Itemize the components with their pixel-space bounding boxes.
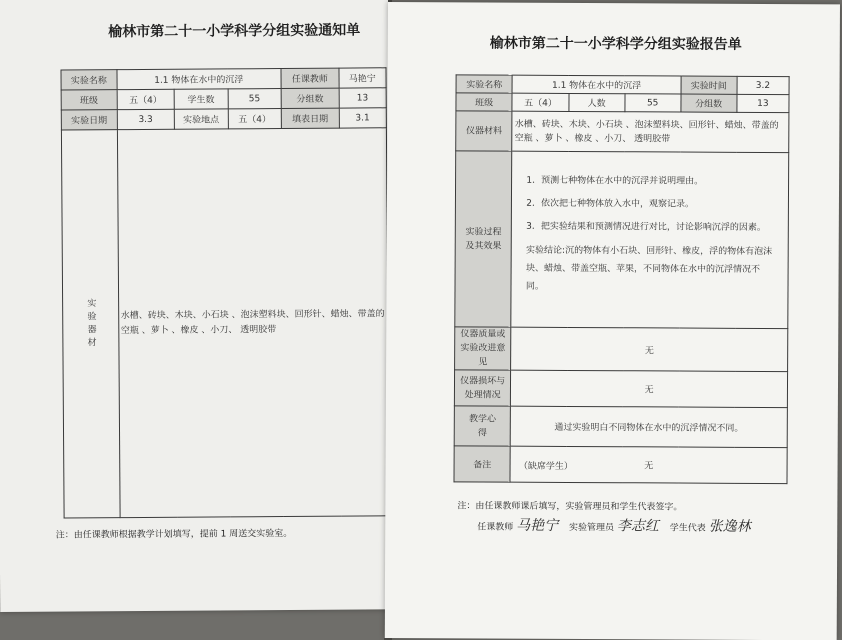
report-label-remarks: 备注 xyxy=(454,446,511,482)
student-signature: 张逸林 xyxy=(708,518,751,535)
student-signature-label: 学生代表 xyxy=(669,523,706,534)
report-value-groups: 13 xyxy=(737,94,789,112)
notice-label-students: 学生数 xyxy=(174,89,228,109)
report-label-name: 实验名称 xyxy=(456,75,512,93)
report-label-quality: 仪器质量或实验改进意见 xyxy=(455,327,512,370)
process-step-1: 1．预测七种物体在水中的沉浮并说明理由。 xyxy=(526,175,704,187)
report-remarks-cell xyxy=(510,446,787,483)
report-value-materials: 水槽、砖块、木块、小石块 、泡沫塑料块、回形针、蜡烛、带盖的空瓶 、萝卜 、橡皮 、小刀、 透明胶带 xyxy=(512,111,789,152)
notice-value-fill-date: 3.1 xyxy=(339,108,387,128)
report-label-groups: 分组数 xyxy=(681,94,737,112)
notice-label-fill-date: 填表日期 xyxy=(281,108,339,128)
notice-title: 榆林市第二十一小学科学分组实验通知单 xyxy=(108,22,361,41)
notice-label-grade: 班级 xyxy=(61,90,117,110)
notice-footnote: 注：由任课教师根据教学计划填写，提前 1 周送交实验室。 xyxy=(55,528,293,541)
report-label-people: 人数 xyxy=(569,93,625,111)
report-value-remarks: 无 xyxy=(644,461,654,472)
notice-label-teacher: 任课教师 xyxy=(281,68,339,88)
report-label-time: 实验时间 xyxy=(681,76,737,94)
report-value-time: 3.2 xyxy=(737,76,789,94)
notice-value-name: 1.1 物体在水中的沉浮 xyxy=(116,69,281,90)
report-value-name: 1.1 物体在水中的沉浮 xyxy=(512,75,680,94)
report-remarks-absent: （缺席学生） xyxy=(518,461,573,472)
report-label-grade: 班级 xyxy=(456,93,512,111)
report-label-materials: 仪器材料 xyxy=(456,111,513,151)
notice-value-place: 五（4） xyxy=(228,109,282,129)
report-label-teaching: 教学心得 xyxy=(454,406,511,446)
notice-sheet xyxy=(0,0,392,612)
process-step-3: 3．把实验结果和预测情况进行对比，讨论影响沉浮的因素。 xyxy=(526,221,766,233)
notice-value-grade: 五（4） xyxy=(117,89,175,109)
admin-signature-label: 实验管理员 xyxy=(568,522,615,534)
report-label-process: 实验过程及其效果 xyxy=(455,151,512,327)
report-label-damage: 仪器损坏与处理情况 xyxy=(454,370,511,406)
signature-row xyxy=(477,514,751,535)
teacher-signature: 马艳宁 xyxy=(516,517,559,534)
process-step-2: 2．依次把七种物体放入水中，观察记录。 xyxy=(526,198,695,210)
notice-label-name: 实验名称 xyxy=(61,70,117,90)
notice-table xyxy=(60,67,389,518)
report-value-people: 55 xyxy=(625,94,681,112)
notice-value-equipment: 水槽、砖块、木块、小石块 、泡沫塑料块、回形针、蜡烛、带盖的空瓶 、萝卜 、橡皮 、小刀、 透明胶带 xyxy=(117,128,389,518)
notice-value-groups: 13 xyxy=(339,88,387,108)
notice-label-place: 实验地点 xyxy=(174,109,228,129)
notice-value-teacher: 马艳宁 xyxy=(338,68,386,88)
report-value-quality: 无 xyxy=(511,327,788,371)
report-value-grade: 五（4） xyxy=(512,93,568,111)
notice-value-date: 3.3 xyxy=(117,109,175,129)
report-title: 榆林市第二十一小学科学分组实验报告单 xyxy=(489,35,742,53)
notice-value-students: 55 xyxy=(228,89,282,109)
report-table xyxy=(453,74,789,484)
report-value-damage: 无 xyxy=(511,370,788,407)
notice-label-groups: 分组数 xyxy=(281,88,339,108)
report-process-cell xyxy=(511,151,789,328)
report-sheet xyxy=(385,2,840,640)
report-footnote: 注：由任课教师课后填写，实验管理员和学生代表签字。 xyxy=(457,501,683,513)
teacher-signature-label: 任课教师 xyxy=(477,522,514,533)
report-value-teaching: 通过实验明白不同物体在水中的沉浮情况不同。 xyxy=(511,406,788,447)
notice-label-date: 实验日期 xyxy=(61,110,117,130)
admin-signature: 李志红 xyxy=(616,518,659,535)
notice-label-equipment: 实验器材 xyxy=(61,130,119,518)
process-conclusion: 实验结论:沉的物体有小石块、回形针、橡皮，浮的物体有泡沫块、蜡烛、带盖空瓶、苹果，不同物体在水中的沉浮情况不同。 xyxy=(525,245,773,292)
